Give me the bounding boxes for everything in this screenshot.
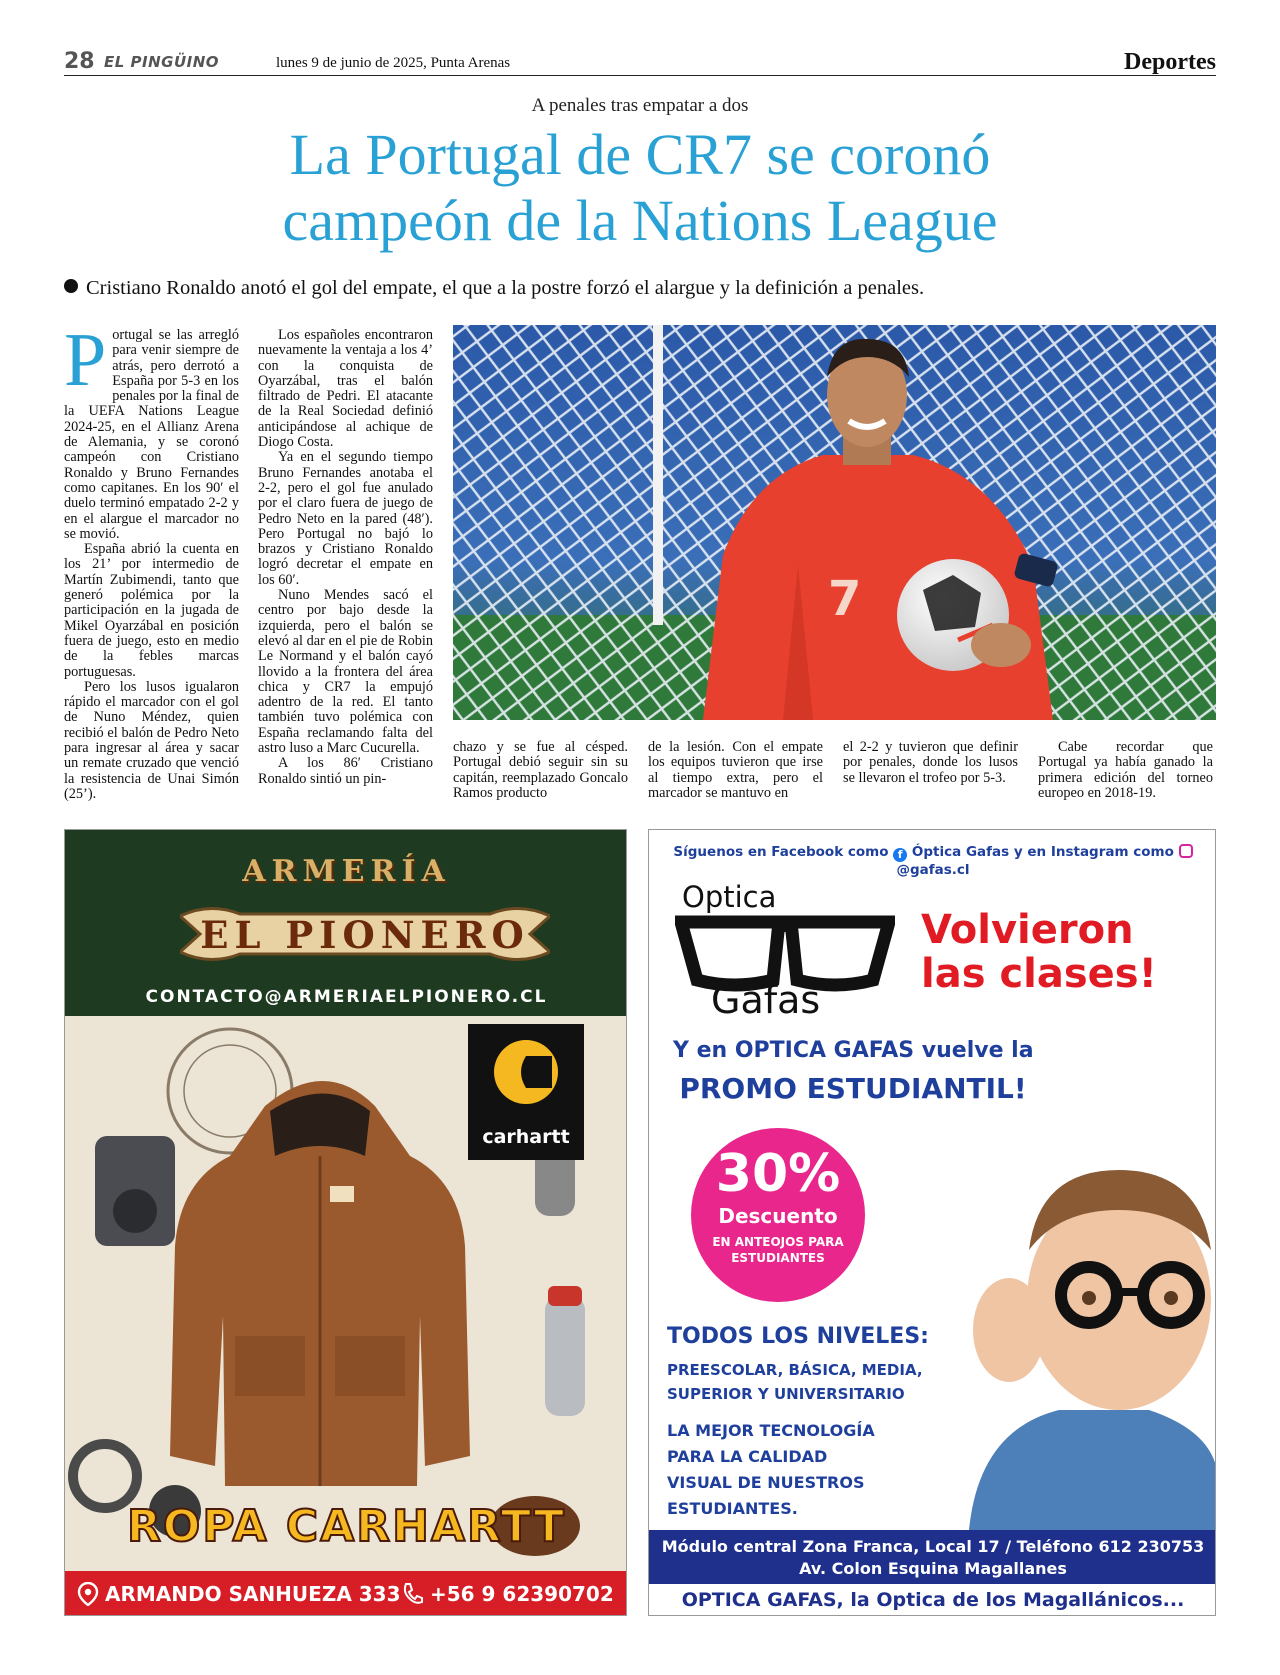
paragraph-5: Ya en el segundo tiempo Bruno Fernandes anotaba el 2-2, pero el gol fue anulado por el claro fuera de juego de Pedro Neto en la pared (48′). Pero Portugal no bajó lo brazos y Cristiano Ronaldo logró decretar el empate en los 60′. [258,449,433,588]
paragraph-1 [64,318,239,542]
optica-address-line-1: Módulo central Zona Franca, Local 17 / Teléfono 612 230753 [661,1537,1205,1556]
instagram-icon[interactable] [1179,844,1193,858]
paragraph-2: España abrió la cuenta en los 21’ por intermedio de Martín Zubimendi, tanto que generó polémica por la participación en la jugada de Mikel Oyarzábal en posición fuera de juego, esto en medio de la febles marcas portuguesas. [64,541,239,680]
paragraph-6: Nuno Mendes sacó el centro por bajo desde la izquierda, pero el balón se elevó al dar en el pie de Robin Le Normand y el balón cayó llovido a la frontera del área chica y CR7 la empujó adentro de la red. El tanto también tuvo polémica con España reclamando falta del astro luso a Marc Cucurella. [258,587,433,757]
volvieron-line-2: las clases! [921,951,1157,997]
article-photo [453,325,1216,720]
armeria-phone[interactable]: +56 9 62390702 [430,1582,614,1606]
levels-line-1: PREESCOLAR, BÁSICA, MEDIA, [667,1361,923,1379]
boy-with-glasses-image [949,1130,1216,1530]
paragraph-4: Los españoles encontraron nuevamente la ventaja a los 4’ con la conquista de Oyarzábal, tras el balón filtrado de Pedri. El atacante de la Real Sociedad definió anticipándose al achique de Diogo Costa. [258,327,433,451]
article-column-6 [1038,740,1213,801]
carhartt-logo [468,1024,584,1160]
article-column-1 [64,318,239,802]
optica-logo-bottom: Gafas [711,978,821,1022]
social-follow-line [649,844,1216,878]
location-pin-icon [77,1582,99,1606]
article-column-3 [453,740,628,801]
facebook-icon[interactable]: f [893,848,907,862]
article-column-4 [648,740,823,801]
article-column-2 [258,328,433,787]
article-summary [64,276,1216,300]
volvieron-headline [921,908,1211,996]
phone-icon [401,1582,423,1606]
discount-percent: 30% [715,1144,841,1204]
headline-line-1: La Portugal de CR7 se coronó [289,122,991,187]
optica-logo-top: Optica [682,880,777,914]
instagram-handle[interactable]: @gafas.cl [896,862,970,878]
page-number: 28 [64,49,95,74]
article-headline [0,122,1280,254]
promo-line-2: PROMO ESTUDIANTIL! [679,1072,1027,1105]
promo-line-1: Y en OPTICA GAFAS vuelve la [673,1038,1034,1063]
armeria-footer [65,1571,627,1616]
ronaldo-photo-illustration [453,325,1216,720]
headline-line-2: campeón de la Nations League [282,188,998,253]
paragraph-3: Pero los lusos igualaron rápido el marcador con el gol de Nuno Méndez, quien recibió el balón de Pedro Neto para ingresar al área y sacar un remate cruzado que venció la resistencia de Unai Simón (25’). [64,678,239,802]
carhartt-wordmark: carhartt [482,1126,570,1148]
armeria-advertisement[interactable] [64,829,627,1616]
paragraph-7-cont-1: chazo y se fue al césped. Portugal debió seguir sin su capitán, reemplazado Goncalo Ramos producto [453,739,628,801]
pionero-title: EL PIONERO [200,913,530,957]
bullet-icon [64,279,78,293]
social-text-1: Síguenos en Facebook como [673,844,889,860]
drop-cap: P [64,318,107,402]
paragraph-8: Cabe recordar que Portugal ya había ganado la primera edición del torneo europeo en 2018-19. [1038,739,1213,801]
armeria-email[interactable]: CONTACTO@ARMERIAELPIONERO.CL [145,987,548,1007]
carhartt-c-icon [492,1038,560,1106]
discount-detail: EN ANTEOJOS PARA ESTUDIANTES [712,1235,844,1265]
paragraph-1-text: ortugal se las arregló para venir siempre de atrás, pero derrotó a España por 5-3 en los penales por la final de la UEFA Nations League 2024-25, en el Allianz Arena de Alemania, y se coronó campeón con Cristiano Ronaldo y Bruno Fernandes como capitanes. En los 90′ el duelo terminó empatado 2-2 y en el alargue el marcador no se movió. [64,327,239,542]
article-kicker: A penales tras empatar a dos [531,95,749,116]
paragraph-7-cont-2: de la lesión. Con el empate los equipos tuvieron que irse al tiempo extra, pero el marcador se mantuvo en [648,739,823,801]
paragraph-7-cont-3: el 2-2 y tuvieron que definir por penales, donde los lusos se llevaron el trofeo por 5-3. [843,739,1018,786]
levels-title: TODOS LOS NIVELES: [667,1324,929,1349]
armeria-title: ARMERÍA [242,854,451,889]
section-name: Deportes [1124,49,1216,75]
optica-slogan: OPTICA GAFAS, la Optica de los Magallánicos... [681,1589,1185,1611]
discount-badge [691,1128,865,1302]
discount-word: Descuento [718,1204,838,1228]
armeria-address: ARMANDO SANHUEZA 333 [105,1582,401,1606]
jersey-number: 7 [828,571,862,627]
article-column-5 [843,740,1018,786]
optica-gafas-advertisement[interactable] [648,829,1216,1616]
summary-text: Cristiano Ronaldo anotó el gol del empate, el que a la postre forzó el alargue y la definición a penales. [86,277,925,299]
masthead [64,50,1216,76]
levels-list [667,1358,967,1406]
social-text-2: Óptica Gafas y en Instagram como [911,844,1174,860]
armeria-header [65,830,627,1016]
paragraph-7-start: A los 86′ Cristiano Ronaldo sintió un pin- [258,755,433,787]
ropa-carhartt-headline: ROPA CARHARTT [127,1501,566,1552]
technology-text: LA MEJOR TECNOLOGÍA PARA LA CALIDAD VISUAL DE NUESTROS ESTUDIANTES. [667,1421,875,1518]
volvieron-line-1: Volvieron [921,907,1134,953]
optica-address-bar [649,1530,1216,1584]
levels-line-2: SUPERIOR Y UNIVERSITARIO [667,1385,905,1403]
optica-address-line-2: Av. Colon Esquina Magallanes [799,1559,1067,1578]
paper-name: EL PINGÜINO [104,53,220,71]
issue-date: lunes 9 de junio de 2025, Punta Arenas [276,55,511,71]
